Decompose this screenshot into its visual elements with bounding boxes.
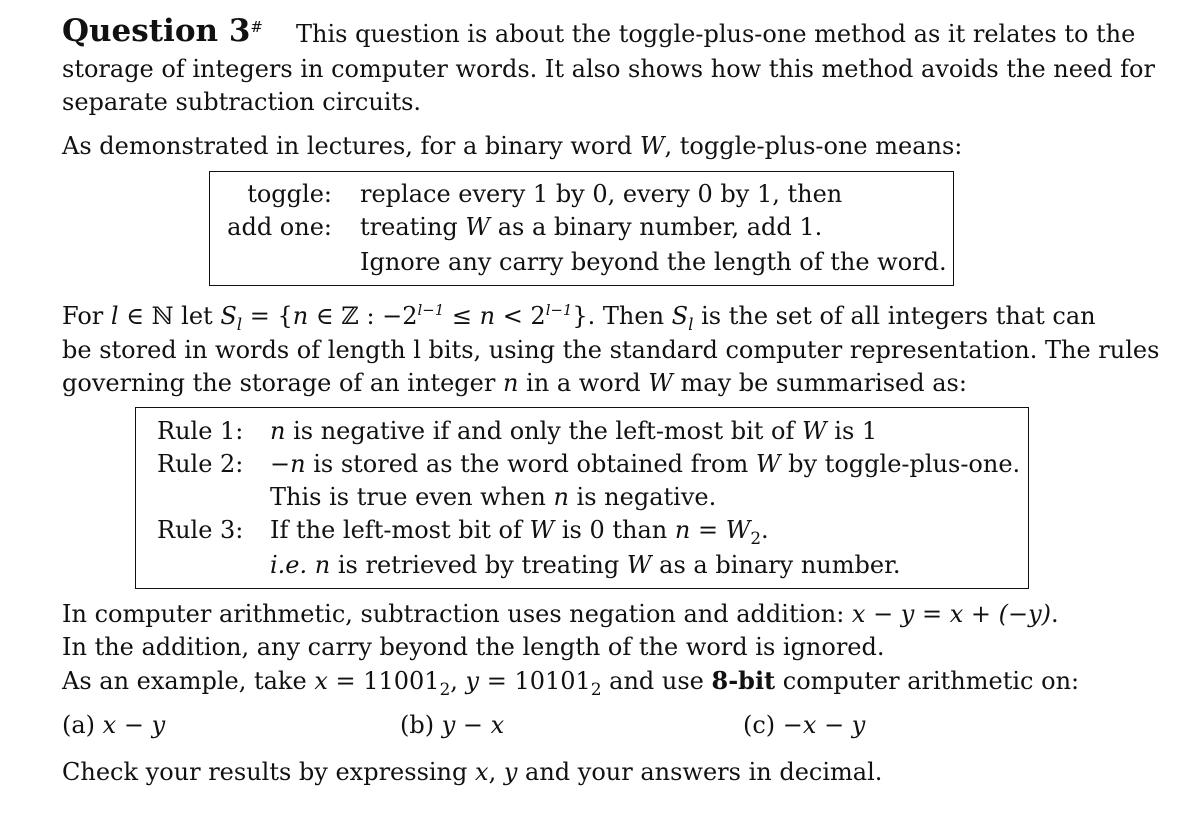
var-x: x <box>314 667 328 695</box>
text: < 2 <box>495 302 546 330</box>
text: may be summarised as: <box>672 369 967 397</box>
var-n: n <box>292 302 309 330</box>
part-label: (c) <box>743 711 783 739</box>
rule-2-label: Rule 2: <box>157 450 244 478</box>
set-definition-line-2: be stored in words of length l bits, using the standard computer representation. The rules <box>62 336 1160 364</box>
part-expression: −x − y <box>782 711 866 739</box>
var-W: W <box>529 516 555 544</box>
text: as a binary number, add 1. <box>490 213 823 241</box>
exponent: l−1 <box>417 301 445 320</box>
text: This is true even when <box>270 483 554 511</box>
text: is stored as the word obtained from <box>305 450 756 478</box>
text: , <box>450 667 466 695</box>
rule-1-text <box>270 419 877 443</box>
text: as a binary number. <box>651 551 901 579</box>
base-subscript: 2 <box>590 678 602 699</box>
text: is 0 than <box>554 516 675 544</box>
text: ∈ ℤ : −2 <box>308 302 418 330</box>
text: in a word <box>518 369 649 397</box>
intro-line-2: storage of integers in computer words. It also shows how this method avoids the need for <box>62 55 1155 83</box>
part-expression: y − x <box>441 711 505 739</box>
text: = <box>690 516 726 544</box>
var-W: W <box>465 213 491 241</box>
text: For <box>62 302 111 330</box>
text: and use <box>601 667 712 695</box>
question-mark: # <box>250 18 263 37</box>
arith-line-1 <box>62 602 1059 626</box>
var-S: S <box>220 302 237 330</box>
arith-line-2: In the addition, any carry beyond the length of the word is ignored. <box>62 633 885 661</box>
ie: i.e. <box>270 551 308 579</box>
sub-l: l <box>688 313 694 334</box>
text: If the left-most bit of <box>270 516 530 544</box>
base-subscript: 2 <box>439 678 451 699</box>
rule-1-label: Rule 1: <box>157 417 244 445</box>
subscript: 2 <box>750 527 762 548</box>
set-definition-line-3 <box>62 371 967 395</box>
var-y: y <box>503 758 518 786</box>
text: As demonstrated in lectures, for a binary word <box>62 132 640 160</box>
var-neg-n: −n <box>270 450 306 478</box>
part-b <box>400 713 504 737</box>
text: is 1 <box>826 417 878 445</box>
text: }. Then <box>572 302 672 330</box>
part-label: (a) <box>62 711 103 739</box>
text: is negative. <box>568 483 717 511</box>
text: governing the storage of an integer <box>62 369 503 397</box>
text: , <box>488 758 504 786</box>
part-a <box>62 713 165 737</box>
text: by toggle-plus-one. <box>780 450 1021 478</box>
rule-3-continued <box>270 553 901 577</box>
var-l: l <box>110 302 119 330</box>
add-label: add one: <box>227 213 332 241</box>
var-n: n <box>314 551 331 579</box>
intro-line-3: separate subtraction circuits. <box>62 88 422 116</box>
text: and your answers in decimal. <box>517 758 883 786</box>
rule-2-continued <box>270 485 716 509</box>
part-label: (b) <box>400 711 442 739</box>
text: treating <box>360 213 466 241</box>
text: , toggle-plus-one means: <box>664 132 963 160</box>
question-heading <box>62 13 263 49</box>
var-S: S <box>671 302 689 330</box>
x-value: = 11001 <box>327 667 440 695</box>
rule-3-label: Rule 3: <box>157 516 244 544</box>
bit-width: 8-bit <box>711 666 776 695</box>
exponent: l−1 <box>545 301 573 320</box>
var-x: x <box>475 758 489 786</box>
var-n: n <box>270 417 286 445</box>
text: computer arithmetic on: <box>775 667 1080 695</box>
rule-3-text <box>270 516 769 548</box>
rule-2-text <box>270 452 1020 476</box>
text: . <box>1051 600 1059 628</box>
toggle-text: replace every 1 by 0, every 0 by 1, then <box>360 180 843 208</box>
var-W: W <box>802 417 827 445</box>
var-n: n <box>553 483 569 511</box>
var-W: W <box>725 516 751 544</box>
text: is negative if and only the left-most bit of <box>285 417 802 445</box>
sub-l: l <box>236 313 243 334</box>
text: ∈ ℕ let <box>118 302 221 330</box>
text: = { <box>242 302 293 330</box>
text: is retrieved by treating <box>330 551 627 579</box>
var-W: W <box>755 450 781 478</box>
text: As an example, take <box>62 667 315 695</box>
var-y: y <box>465 667 480 695</box>
part-expression: x − y <box>102 711 166 739</box>
question-title: Question 3 <box>62 13 251 49</box>
text: . <box>761 516 769 544</box>
var-n: n <box>479 302 496 330</box>
ignore-text: Ignore any carry beyond the length of the word. <box>360 248 947 276</box>
var-n: n <box>502 369 519 397</box>
y-value: = 10101 <box>479 667 591 695</box>
definition-lead <box>62 134 962 158</box>
check-line <box>62 760 882 784</box>
formula: x − y = x + (−y) <box>851 600 1052 628</box>
arith-line-3 <box>62 666 1080 699</box>
toggle-label: toggle: <box>247 180 332 208</box>
set-definition-line-1 <box>62 301 1096 334</box>
text: Check your results by expressing <box>62 758 476 786</box>
text: ≤ <box>444 302 480 330</box>
text: In computer arithmetic, subtraction uses negation and addition: <box>62 600 852 628</box>
var-W: W <box>639 132 665 160</box>
part-c <box>743 713 865 737</box>
intro-line-1: This question is about the toggle-plus-one method as it relates to the <box>296 20 1136 48</box>
var-W: W <box>626 551 652 579</box>
text: is the set of all integers that can <box>693 302 1096 330</box>
var-n: n <box>674 516 691 544</box>
add-text <box>360 215 822 239</box>
var-W: W <box>648 369 673 397</box>
